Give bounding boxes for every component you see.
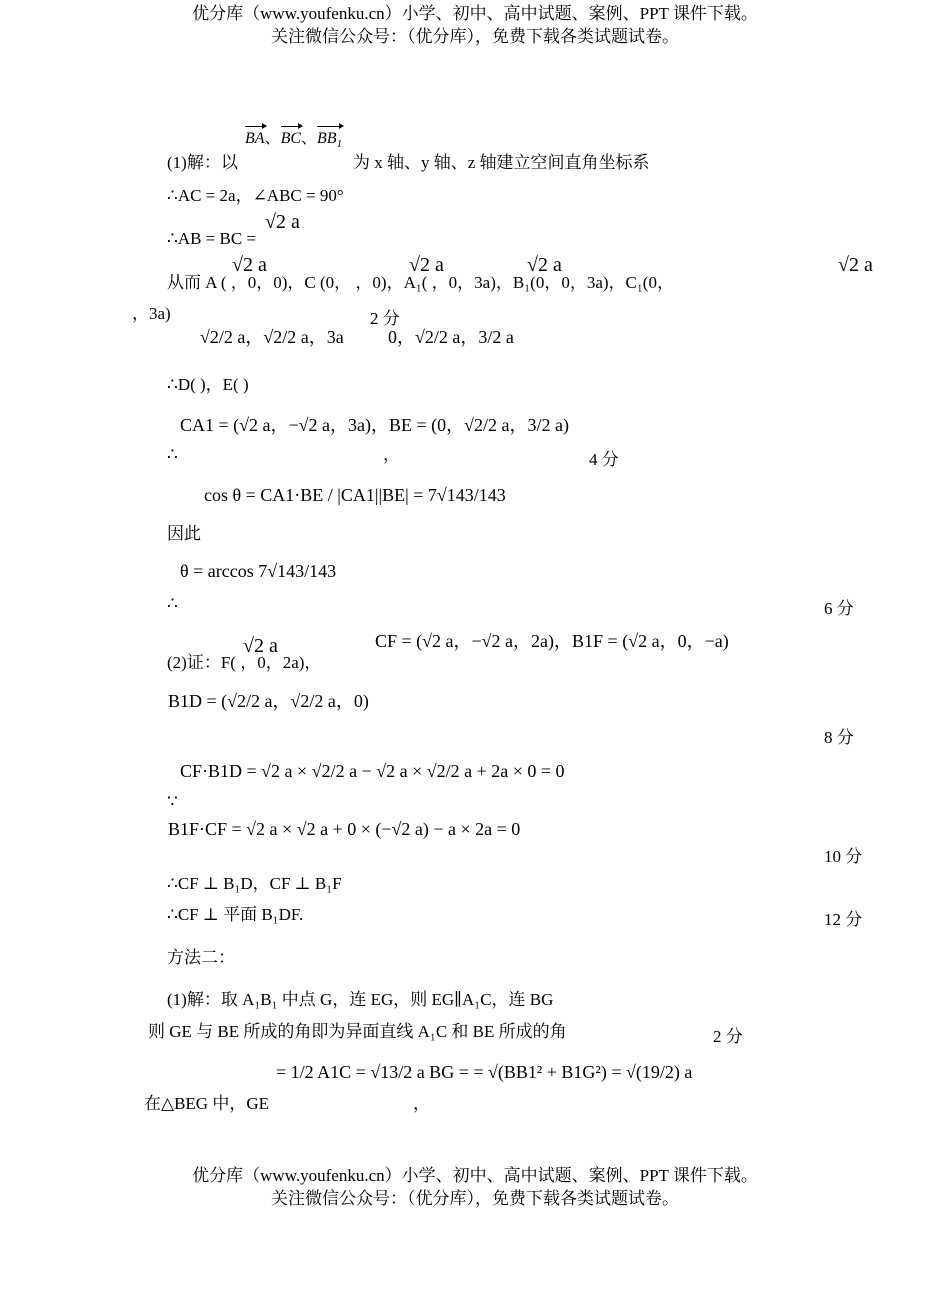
footer-line-1: 优分库（www.youfenku.cn）小学、初中、高中试题、案例、PPT 课件下载。 bbox=[192, 1166, 758, 1185]
ca1-be-formula: CA1 = (√2 a，−√2 a，3a)，BE = (0，√2/2 a，3/2 a) bbox=[180, 415, 570, 435]
d-coords: √2/2 a，√2/2 a，3a bbox=[200, 327, 344, 347]
m2-part1: (1)解：取 A₁B₁ 中点 G，连 EG，则 EG∥A₁C，连 BG bbox=[167, 990, 554, 1009]
part1-axes: 为 x 轴、y 轴、z 轴建立空间直角坐标系 bbox=[353, 153, 650, 172]
ab-line: ∴AB = BC = bbox=[167, 229, 257, 248]
sqrt2a-a1: √2 a bbox=[527, 254, 562, 276]
m2-angle: 则 GE 与 BE 所成的角即为异面直线 A₁C 和 BE 所成的角 bbox=[148, 1022, 567, 1041]
footer-line-2: 关注微信公众号：（优分库），免费下载各类试题试卷。 bbox=[271, 1189, 679, 1208]
d-e-line: ∴D( )，E( ) bbox=[167, 375, 249, 394]
score-8: 8 分 bbox=[824, 728, 854, 747]
cos-formula: cos θ = CA1·BE / |CA1||BE| = 7√143/143 bbox=[204, 485, 506, 505]
coords-line: 从而 A ( ，0，0)，C (0， ，0)，A₁( ，0，3a)，B₁(0，0，3a)，C₁(0， bbox=[167, 273, 674, 292]
score-10: 10 分 bbox=[824, 847, 863, 866]
m2-formula: = 1/2 A1C = √13/2 a BG = = √(BB1² + B1G²) = √(19/2) a bbox=[276, 1062, 693, 1082]
score-4: 4 分 bbox=[589, 450, 619, 469]
therefore-2: ∴ bbox=[167, 594, 178, 613]
header-line-2: 关注微信公众号：（优分库），免费下载各类试题试卷。 bbox=[271, 27, 679, 46]
method2-title: 方法二： bbox=[167, 948, 235, 967]
plane-line: ∴CF ⊥ 平面 B₁DF. bbox=[167, 905, 304, 924]
yinci: 因此 bbox=[167, 524, 201, 543]
coords-cont: ，3a) bbox=[132, 304, 171, 323]
dot1-formula: CF·B1D = √2 a × √2/2 a − √2 a × √2/2 a + 2a × 0 = 0 bbox=[180, 761, 565, 781]
perp-line: ∴CF ⊥ B₁D，CF ⊥ B₁F bbox=[167, 874, 342, 893]
therefore-1: ∴ bbox=[167, 445, 178, 464]
score-6: 6 分 bbox=[824, 599, 854, 618]
header-line-1: 优分库（www.youfenku.cn）小学、初中、高中试题、案例、PPT 课件下载。 bbox=[192, 4, 758, 23]
b1d-formula: B1D = (√2/2 a，√2/2 a，0) bbox=[168, 691, 369, 711]
sqrt2a-a: √2 a bbox=[232, 254, 267, 276]
score-2: 2 分 bbox=[370, 309, 400, 328]
e-coords: 0，√2/2 a，3/2 a bbox=[388, 327, 514, 347]
sqrt2a-c1: √2 a bbox=[838, 254, 873, 276]
sqrt2a-f: √2 a bbox=[243, 635, 278, 657]
comma-2: ， bbox=[413, 1094, 430, 1113]
comma-1: ， bbox=[383, 445, 400, 464]
m2-triangle: 在△BEG 中，GE bbox=[144, 1094, 269, 1113]
dot2-formula: B1F·CF = √2 a × √2 a + 0 × (−√2 a) − a × 2a = 0 bbox=[168, 819, 521, 839]
vectors-top: BA、BC、$BB_1$ bbox=[245, 128, 342, 155]
score-12: 12 分 bbox=[824, 910, 863, 929]
ac-line: ∴AC = 2a，∠ABC = 90° bbox=[167, 186, 344, 205]
score-2b: 2 分 bbox=[713, 1027, 743, 1046]
because: ∵ bbox=[167, 792, 178, 811]
sqrt2a-c: √2 a bbox=[409, 254, 444, 276]
part1-intro: (1)解：以 bbox=[167, 153, 238, 172]
theta-formula: θ = arccos 7√143/143 bbox=[180, 561, 337, 581]
sqrt2a-ab: √2 a bbox=[265, 211, 300, 233]
part2-intro: (2)证：F( ，0，2a)， bbox=[167, 653, 322, 672]
cf-b1f-formula: CF = (√2 a，−√2 a，2a)，B1F = (√2 a，0，−a) bbox=[375, 631, 729, 651]
